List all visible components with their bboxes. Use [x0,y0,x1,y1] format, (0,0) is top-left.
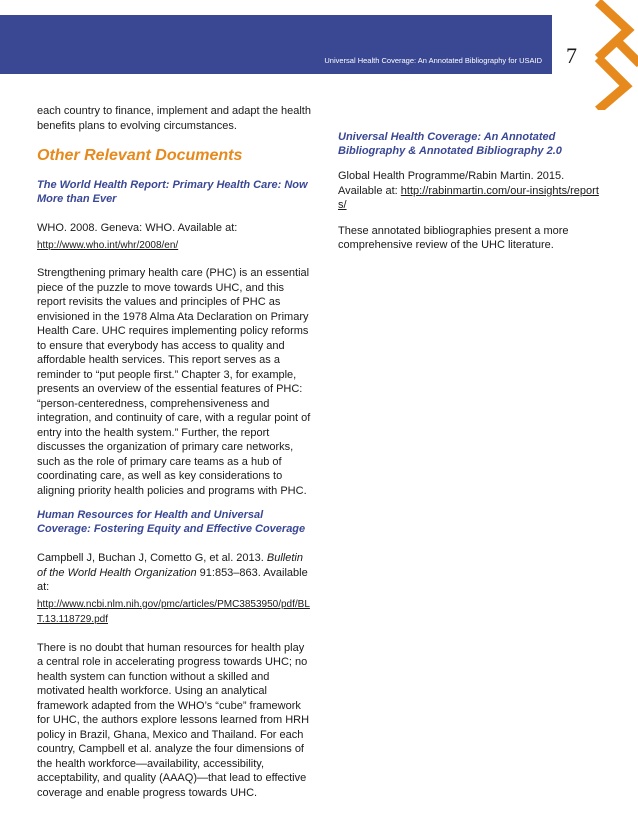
doc-title-world-health-report: The World Health Report: Primary Health Care: Now More than Ever [37,179,308,205]
header-bar [0,15,552,74]
left-column [37,104,312,810]
chevron-decoration-icon [558,0,638,110]
citation-uhc-bibliography: Global Health Programme/Rabin Martin. 2015. Available at: http://rabinmartin.com/our-insights/reports/ [338,170,599,211]
citation-human-resources: Campbell J, Buchan J, Cometto G, et al. 2013. Bulletin of the World Health Organization 91:853–863. Available at: [37,552,308,593]
section-title: Other Relevant Documents [37,147,243,164]
running-header-title: Universal Health Coverage: An Annotated Bibliography for USAID [324,56,542,65]
annotation-uhc-bibliography: These annotated bibliographies present a more comprehensive review of the UHC literature. [338,224,569,251]
intro-paragraph: each country to finance, implement and adapt the health benefits plans to evolving circumstances. [37,105,311,132]
citation-world-health-report: WHO. 2008. Geneva: WHO. Available at: [37,222,238,234]
annotation-human-resources: There is no doubt that human resources for health play a central role in accelerating progress towards UHC; no health system can function without a skilled and motivated health workforce. Using an analytical framework adapted from the WHO’s “cube” framework for UHC, the authors explore lessons learned from HRH policy in Brazil, Ghana, Mexico and Thailand. For each country, Campbell et al. analyze the four dimensions of the health workforce—availability, accessibility, acceptability, and quality (AAAQ)—that lead to effective coverage and enable progress towards UHC. [37,641,310,799]
annotation-world-health-report: Strengthening primary health care (PHC) is an essential piece of the puzzle to move towards UHC, and this report revisits the values and principles of PHC as envisioned in the 1978 Alma Ata Declaration on Primary Health Care. UHC requires implementing policy reforms to ensure that everybody has access to quality and affordable health services. This report serves as a reminder to “put people first.” Chapter 3, for example, presents an overview of the essential features of PHC: “person-centeredness, comprehensiveness and integration, and continuity of care, with a regular point of entry into the health system.” Further, the report discusses the organization of primary care networks, such as the role of primary care teams as a hub of coordinating care, as well as key considerations to aligning priority health policies and programs with PHC. [37,267,311,497]
doc-title-human-resources: Human Resources for Health and Universal Coverage: Fostering Equity and Effective Coverage [37,509,306,535]
doc-title-uhc-bibliography: Universal Health Coverage: An Annotated Bibliography & Annotated Bibliography 2.0 [338,131,562,157]
right-column [338,130,606,253]
page-number: 7 [566,43,577,68]
link-rabin-martin[interactable]: http://rabinmartin.com/our-insights/reports/ [338,184,599,211]
link-ncbi-article[interactable]: http://www.ncbi.nlm.nih.gov/pmc/articles/PMC3853950/pdf/BLT.13.118729.pdf [37,598,310,625]
link-who-report[interactable]: http://www.who.int/whr/2008/en/ [37,239,179,251]
